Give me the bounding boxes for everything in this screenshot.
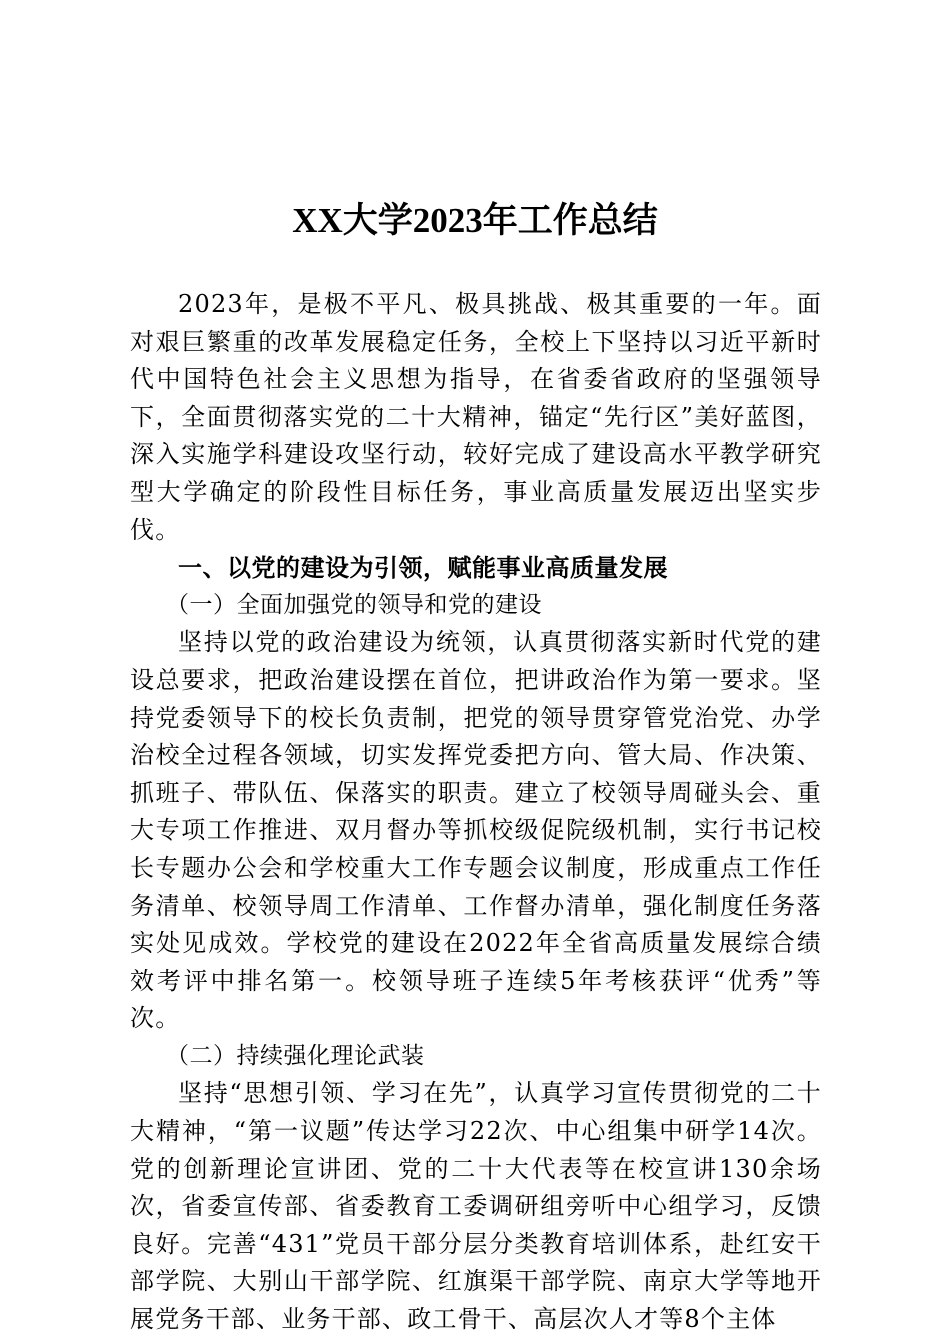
subsection-paragraph-1-1: 坚持以党的政治建设为统领，认真贯彻落实新时代党的建设总要求，把政治建设摆在首位，把讲政治作为第一要求。坚持党委领导下的校长负责制，把党的领导贯穿管党治党、办学治校全过程各领域，切实发挥党委把方向、管大局、作决策、抓班子、带队伍、保落实的职责。建立了校领导周碰头会、重大专项工作推进、双月督办等抓校级促院级机制，实行书记校长专题办公会和学校重大工作专题会议制度，形成重点工作任务清单、校领导周工作清单、工作督办清单，强化制度任务落实处见成效。学校党的建设在2022年全省高质量发展综合绩效考评中排名第一。校领导班子连续5年考核获评“优秀”等次。	[130, 628, 822, 1033]
document-title: XX大学2023年工作总结	[292, 201, 658, 240]
intro-paragraph: 2023年，是极不平凡、极具挑战、极其重要的一年。面对艰巨繁重的改革发展稳定任务，全校上下坚持以习近平新时代中国特色社会主义思想为指导，在省委省政府的坚强领导下，全面贯彻落实党的二十大精神，锚定“先行区”美好蓝图，深入实施学科建设攻坚行动，较好完成了建设高水平教学研究型大学确定的阶段性目标任务，事业高质量发展迈出坚实步伐。	[130, 290, 822, 544]
subsection-paragraph-1-2: 坚持“思想引领、学习在先”，认真学习宣传贯彻党的二十大精神，“第一议题”传达学习22次、中心组集中研学14次。党的创新理论宣讲团、党的二十大代表等在校宣讲130余场次，省委宣传部、省委教育工委调研组旁听中心组学习，反馈良好。完善“431”党员干部分层分类教育培训体系，赴红安干部学院、大别山干部学院、红旗渠干部学院、南京大学等地开展党务干部、业务干部、政工骨干、高层次人才等8个主体	[130, 1079, 822, 1334]
subsection-heading-1-1: （一）全面加强党的领导和党的建设	[166, 591, 542, 618]
subsection-heading-1-2: （二）持续强化理论武装	[166, 1042, 425, 1069]
section-heading-1: 一、以党的建设为引领，赋能事业高质量发展	[178, 553, 668, 583]
document-body	[130, 286, 822, 1339]
